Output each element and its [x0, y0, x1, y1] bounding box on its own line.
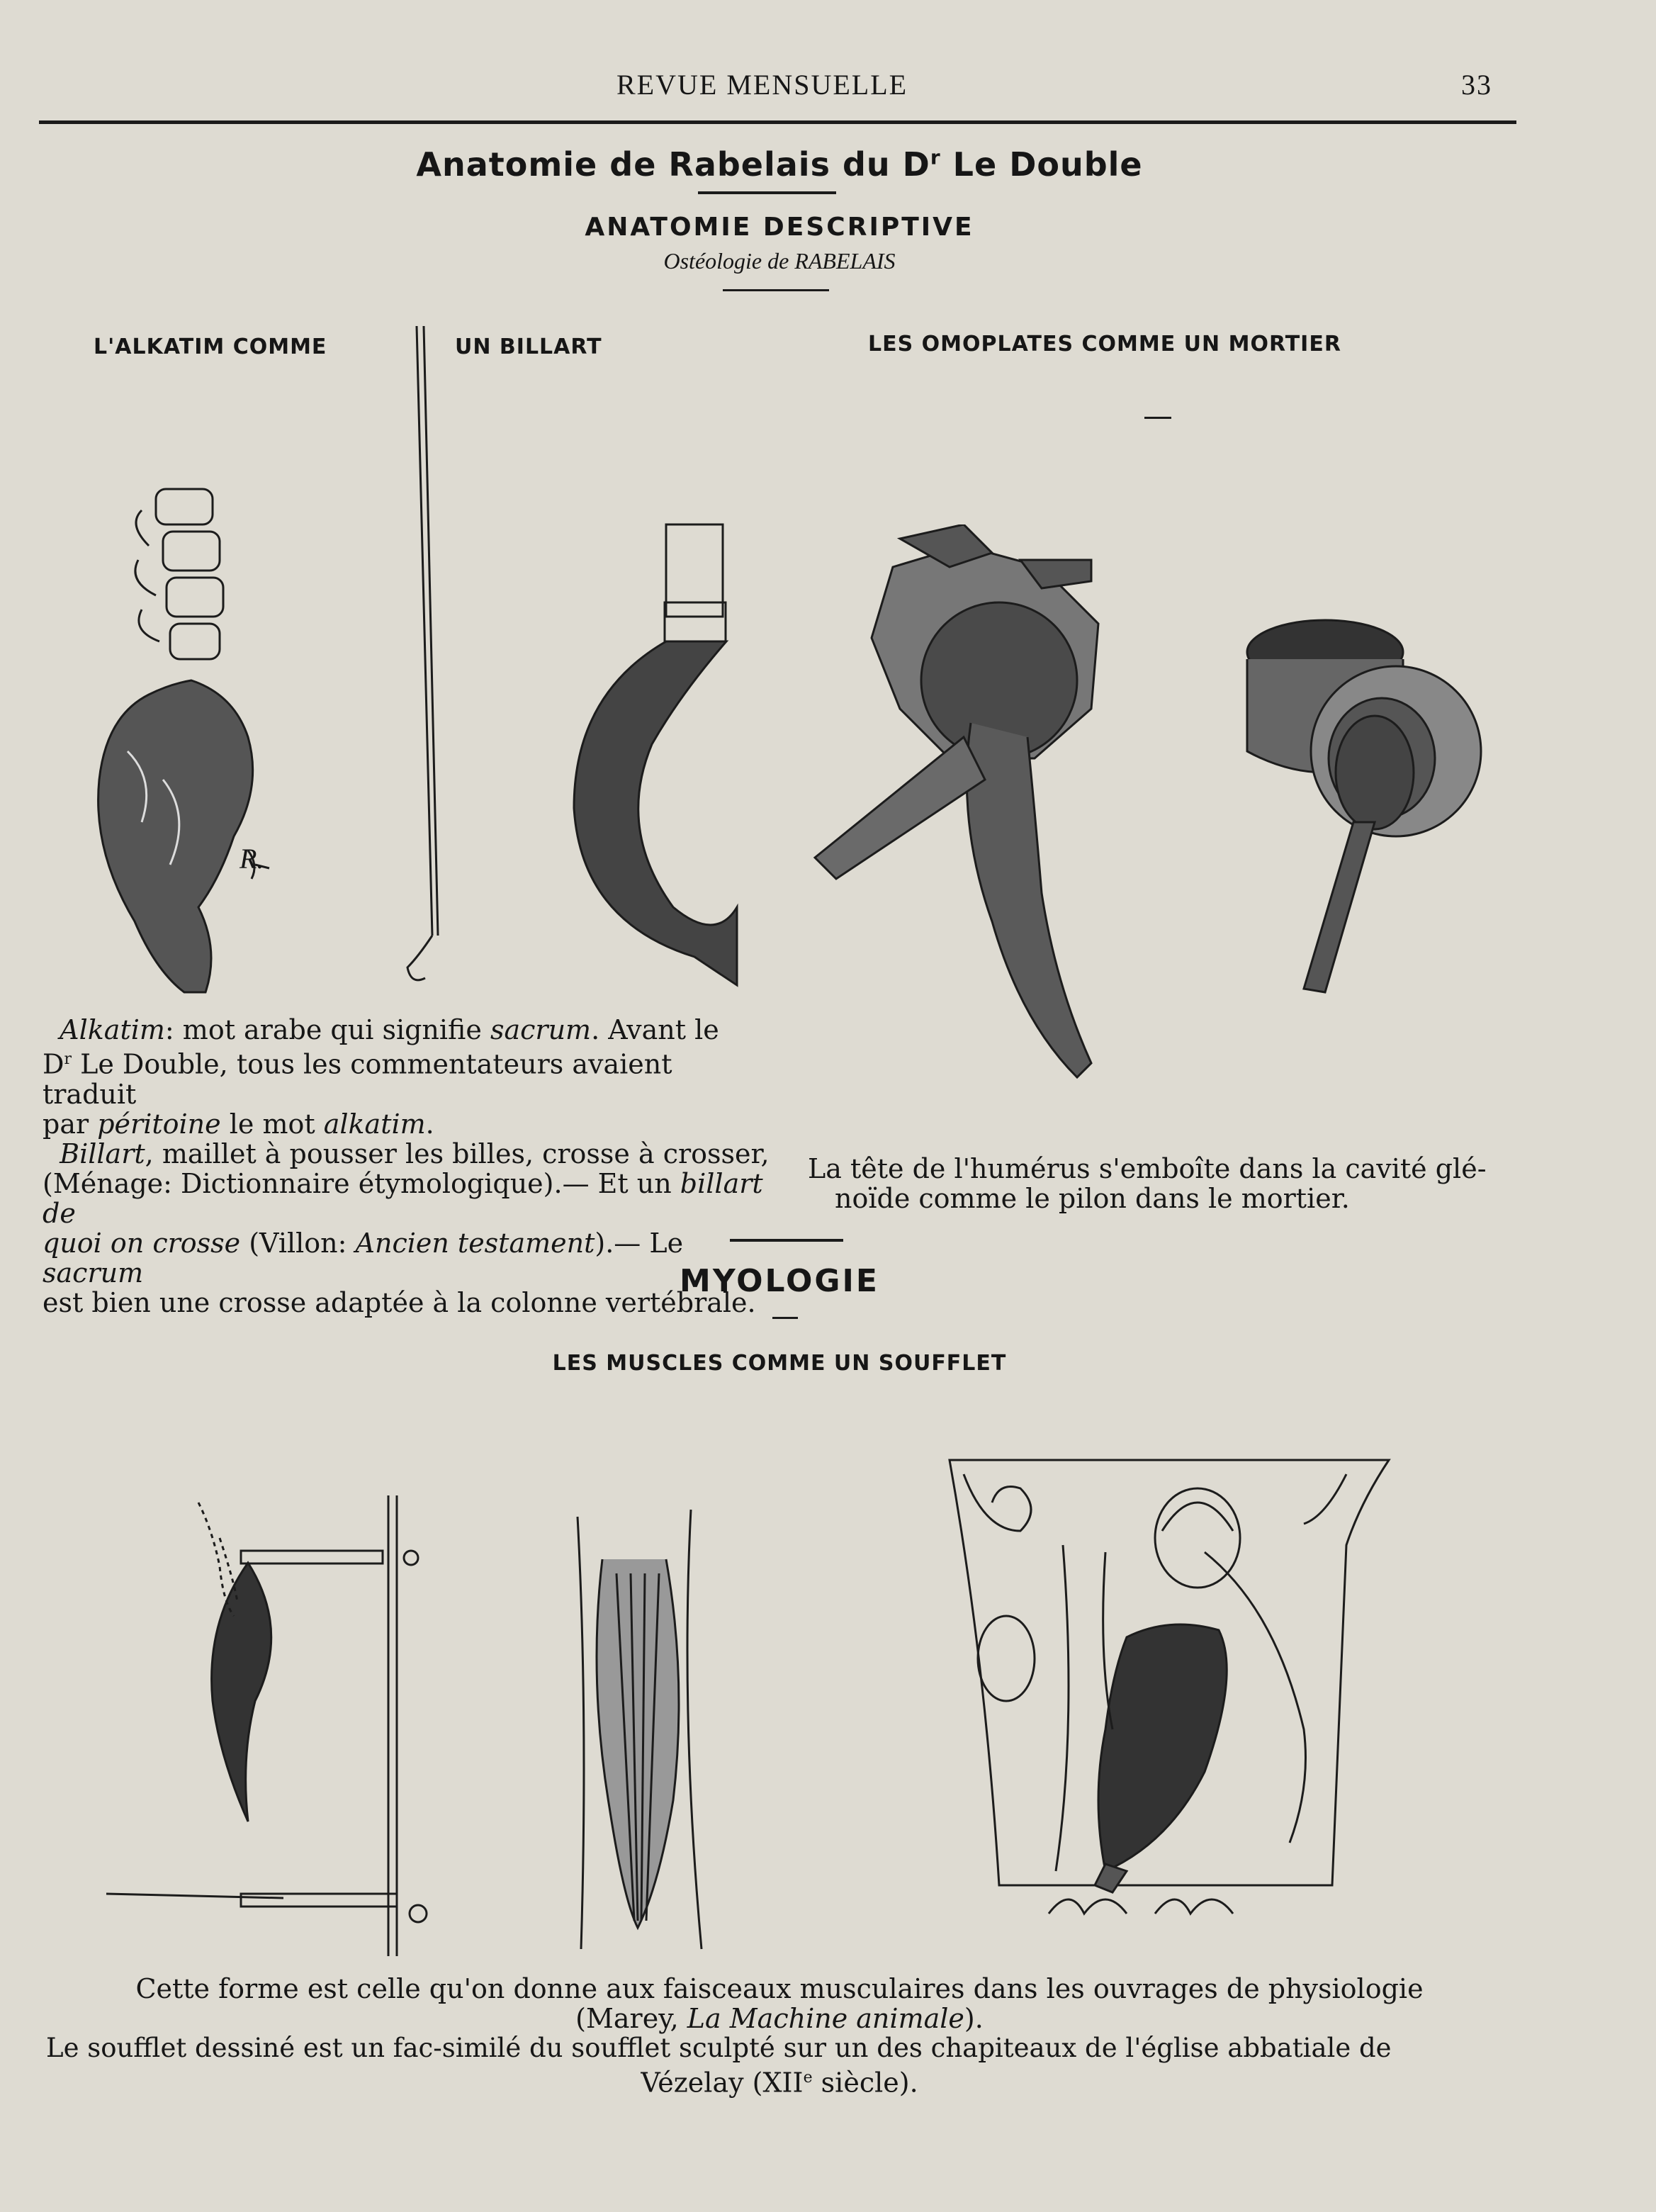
section2-heading: MYOLOGIE: [680, 1263, 879, 1299]
note-bottom-line-3: Le soufflet dessiné est un fac-similé du soufflet sculpté sur un des chapiteaux de l'église abbatiale de: [46, 2033, 1392, 2063]
note-left-line-3: par péritoine le mot alkatim.: [43, 1108, 434, 1140]
vezelay-capital-illustration: [935, 1446, 1417, 1970]
muscle-fibers-illustration: [567, 1503, 723, 1956]
note-right-line-1: La tête de l'humérus s'emboîte dans la cavité glé-: [808, 1153, 1487, 1184]
article-title: [0, 145, 1559, 184]
note-left-line-6: quoi on crosse (Villon: Ancien testament).— Le sacrum: [43, 1227, 684, 1289]
note-right-line-2: noïde comme le pilon dans le mortier.: [835, 1183, 1350, 1214]
note-left-line-4: Billart, maillet à pousser les billes, crosse à crosser,: [60, 1138, 770, 1169]
subheading-rule: [723, 289, 829, 291]
mortar-illustration: [1219, 610, 1502, 1006]
caption-billart: UN BILLART: [455, 335, 602, 359]
section1-subheading: Ostéologie de RABELAIS: [663, 248, 896, 274]
article-title-text: Anatomie de Rabelais du D: [416, 145, 930, 184]
article-title-text-end: Le Double: [940, 145, 1143, 184]
note-bottom-line-4: Vézelay (XIIe siècle).: [641, 2067, 918, 2099]
section2-dash: [772, 1317, 798, 1319]
muscle-stand-illustration: [99, 1488, 468, 1963]
caption-omoplates: LES OMOPLATES COMME UN MORTIER: [868, 332, 1341, 356]
note-right: [808, 1154, 1538, 1213]
sacrum-illustration: [78, 482, 291, 999]
section2-caption: LES MUSCLES COMME UN SOUFFLET: [552, 1351, 1007, 1376]
note-left-line-5: (Ménage: Dictionnaire étymologique).— Et un billart de: [43, 1167, 763, 1229]
note-bottom-line-2: (Marey, La Machine animale).: [575, 2003, 984, 2034]
running-title: REVUE MENSUELLE: [616, 69, 908, 101]
page-number: 33: [1461, 69, 1492, 101]
caption-alkatim: L'ALKATIM COMME: [94, 335, 327, 359]
stick-illustration: [397, 319, 446, 999]
article-title-sup: r: [930, 145, 941, 169]
note-left-line-7: est bien une crosse adaptée à la colonne vertébrale.: [43, 1286, 756, 1318]
crosse-illustration: [560, 510, 758, 992]
illustrator-signature: R.: [240, 843, 264, 875]
title-rule: [698, 191, 836, 194]
note-left-line-2: $D^r$ Le Double, tous les commentateurs avaient traduit: [43, 1048, 672, 1110]
note-bottom: [0, 1974, 1559, 2098]
note-left-line-1: Alkatim: mot arabe qui signifie sacrum. Avant le: [60, 1014, 719, 1045]
note-bottom-line-1: Cette forme est celle qu'on donne aux faisceaux musculaires dans les ouvrages de physiologie: [135, 1973, 1424, 2004]
section1-heading: ANATOMIE DESCRIPTIVE: [585, 213, 974, 242]
caption-dash: [1144, 417, 1171, 419]
scapula-illustration: [808, 524, 1127, 1106]
header-rule: [39, 120, 1516, 124]
section2-rule: [730, 1239, 843, 1242]
